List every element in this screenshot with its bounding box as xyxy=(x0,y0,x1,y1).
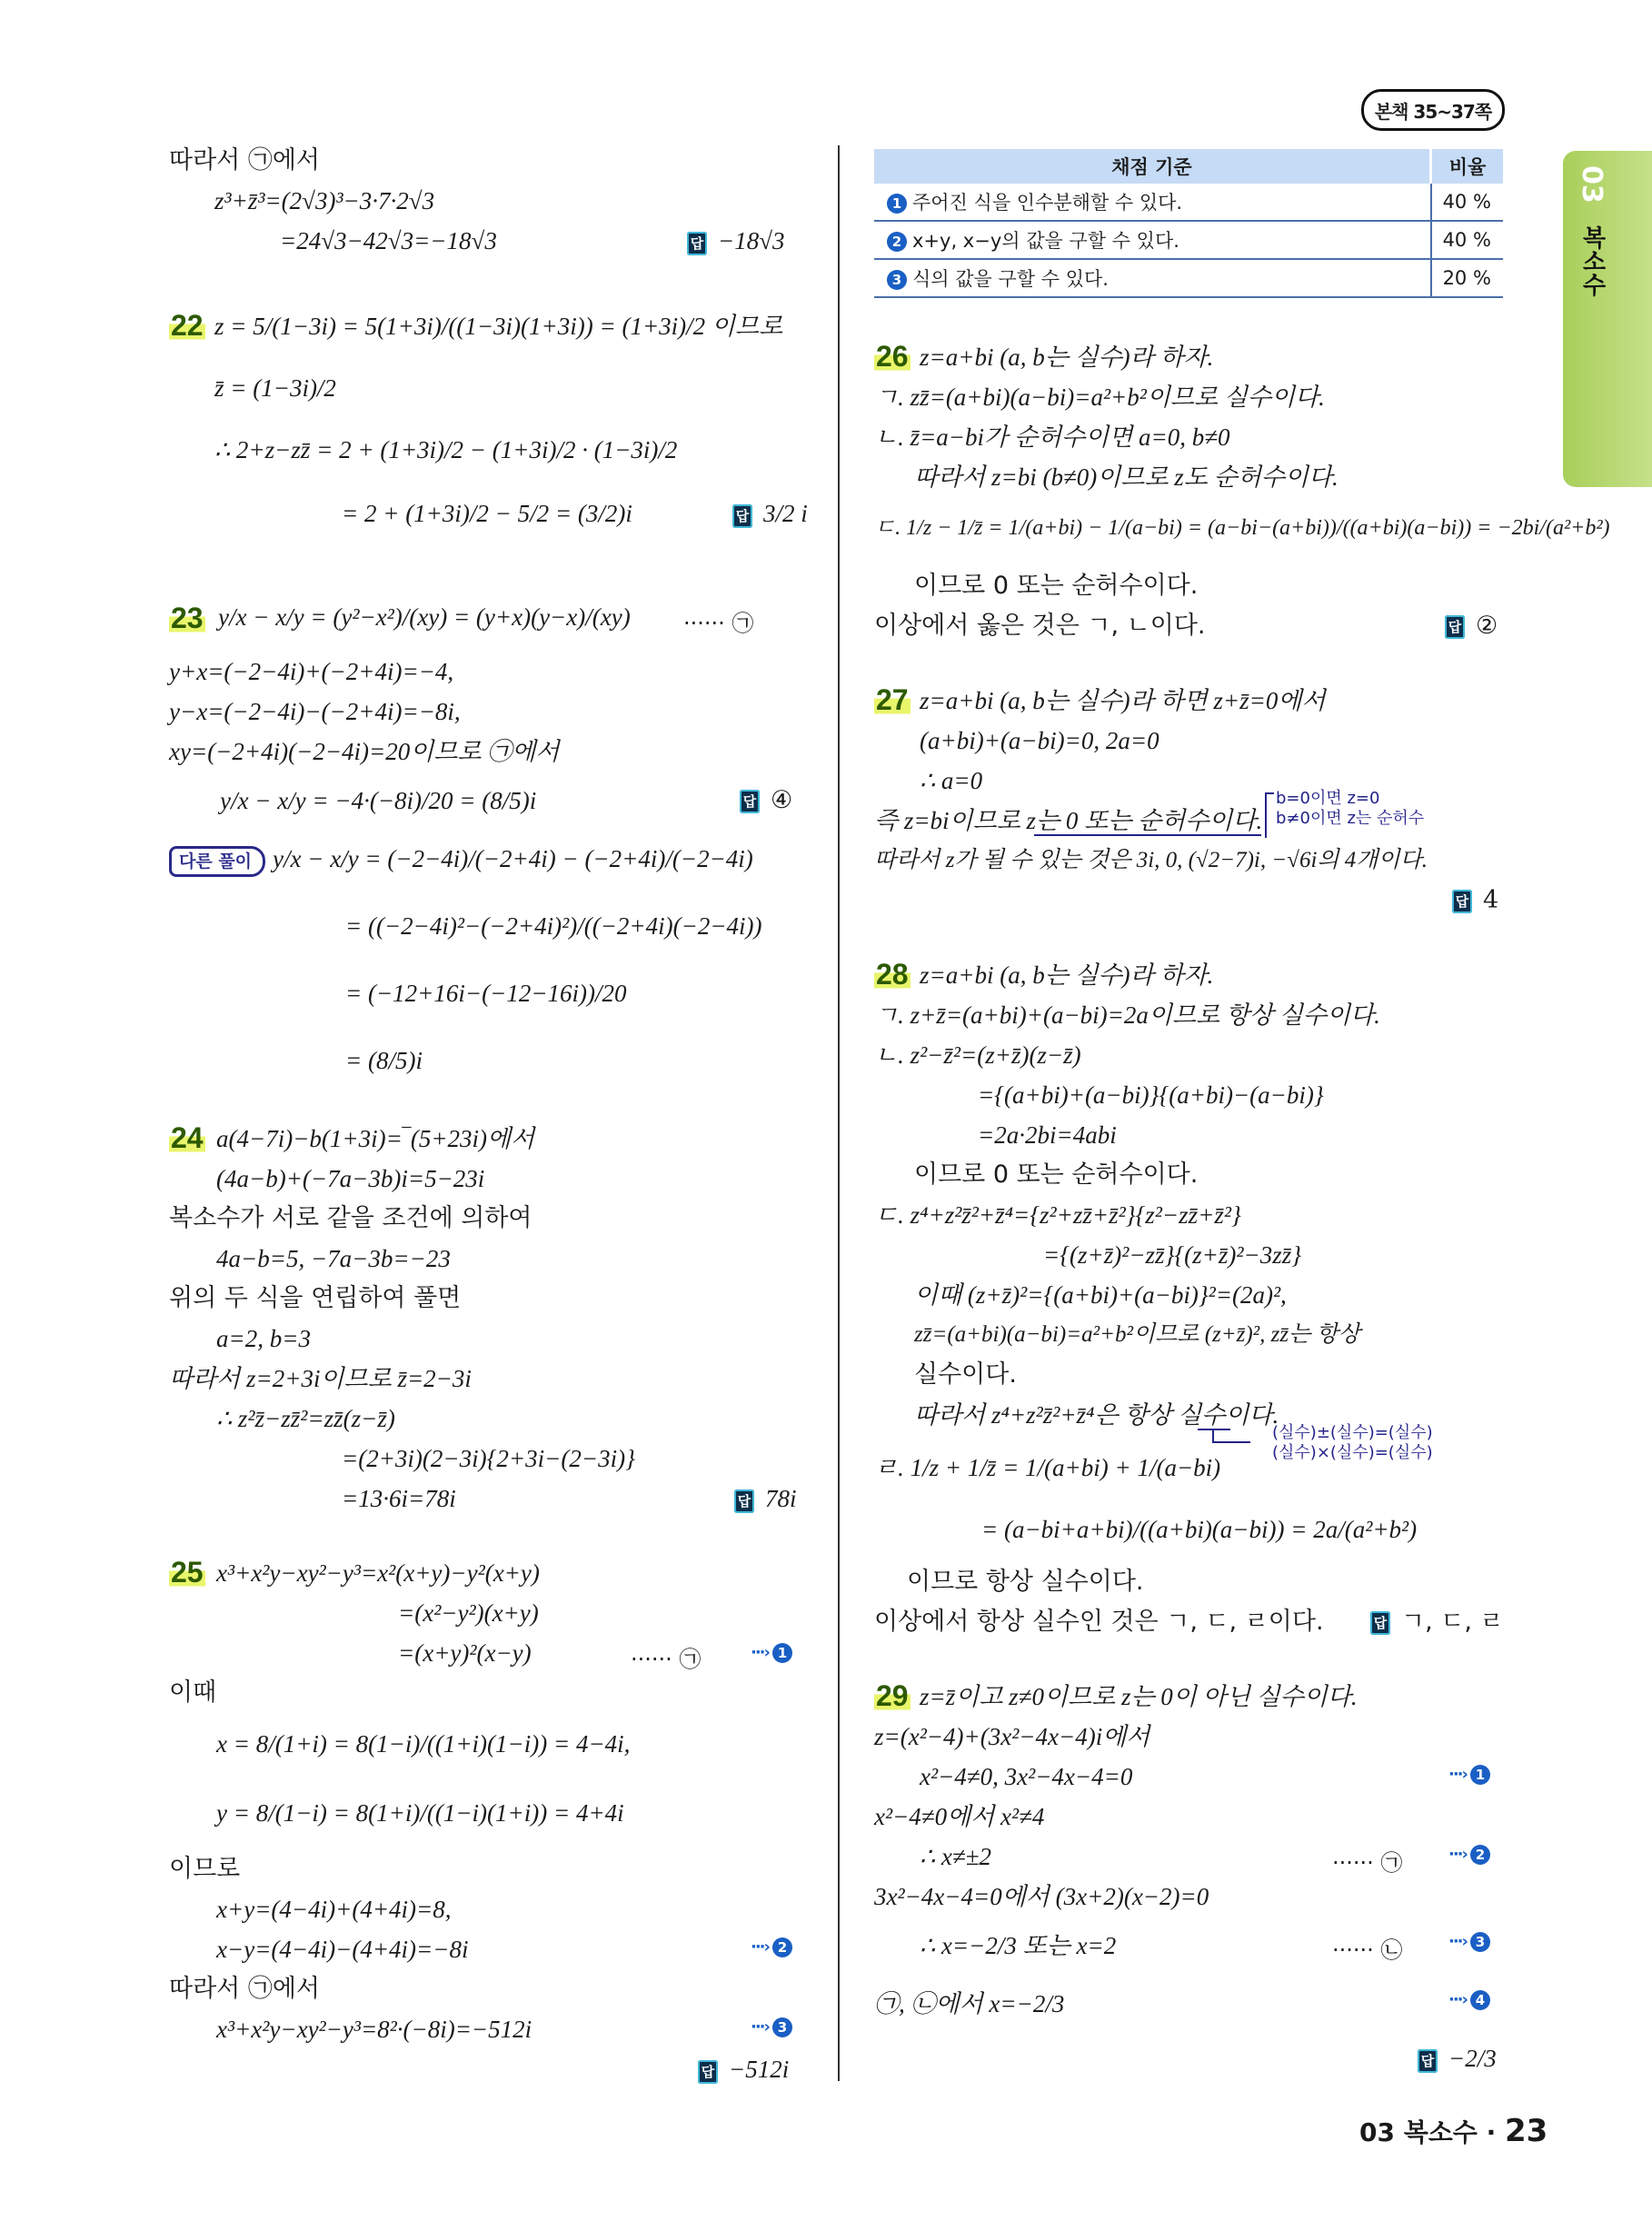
equation-line: 즉 z=bi이므로 z는 0 또는 순허수이다. xyxy=(874,807,1263,834)
arrow-icon: ···› xyxy=(751,2017,769,2037)
equation-line: 따라서 z=2+3i이므로 z̄=2−3i xyxy=(169,1365,472,1392)
problem-number-27: 27 xyxy=(876,683,909,716)
note-line: b=0이면 z=0 xyxy=(1276,789,1380,808)
table-row xyxy=(874,184,1503,221)
side-note xyxy=(1272,1423,1433,1463)
equation-line: ㄱ. z+z̄=(a+bi)+(a−bi)=2a이므로 항상 실수이다. xyxy=(874,1001,1380,1029)
criterion-cell xyxy=(874,184,1431,221)
equation-line: a=2, b=3 xyxy=(216,1325,311,1352)
equation-line: 3x²−4x−4=0에서 (3x+2)(x−2)=0 xyxy=(874,1883,1209,1910)
step-number-icon: 2 xyxy=(1470,1845,1490,1865)
text-line: 위의 두 식을 연립하여 풀면 xyxy=(169,1284,462,1312)
step-ref-3 xyxy=(751,2017,798,2037)
problem-number-23: 23 xyxy=(171,602,204,634)
answer-value: ② xyxy=(1476,612,1498,640)
criterion-text: 식의 값을 구할 수 있다. xyxy=(912,268,1109,290)
equation-line: z=a+bi (a, b는 실수)라 하면 z+z̄=0에서 xyxy=(920,687,1326,714)
equation-line: 따라서 z=bi (b≠0)이므로 z도 순허수이다. xyxy=(914,463,1339,491)
step-number-icon: 2 xyxy=(887,232,907,252)
answer-icon: 답 xyxy=(698,2060,718,2084)
equation-line: x³+x²y−xy²−y³=8²·(−8i)=−512i xyxy=(216,2016,532,2043)
equation-line: = (−12+16i−(−12−16i))/20 xyxy=(345,980,627,1007)
equation-line: ∴ 2+z−zz̄ = 2 + (1+3i)/2 − (1+3i)/2 · (1−3i)/2 xyxy=(214,436,678,463)
grading-criteria-table xyxy=(874,149,1503,298)
equation-line: z=a+bi (a, b는 실수)라 하자. xyxy=(920,344,1214,371)
equation-line: ㄴ. z²−z̄²=(z+z̄)(z−z̄) xyxy=(874,1041,1081,1069)
problem-number-26: 26 xyxy=(876,340,909,373)
equation-line: ㄱ. zz̄=(a+bi)(a−bi)=a²+b²이므로 실수이다. xyxy=(874,383,1325,411)
text-line: 이때 xyxy=(169,1678,217,1707)
chapter-side-tab xyxy=(1563,151,1652,487)
equation-line: ㄴ. z̄=a−bi가 순허수이면 a=0, b≠0 xyxy=(874,423,1230,451)
problem-number-22: 22 xyxy=(171,309,204,342)
equation-line: 이때 (z+z̄)²={(a+bi)+(a−bi)}²=(2a)², xyxy=(914,1281,1287,1309)
answer-value: 3/2 i xyxy=(763,500,808,527)
equation-line: y/x − x/y = −4·(−8i)/20 = (8/5)i xyxy=(220,787,537,814)
answer-box xyxy=(1370,1607,1504,1638)
equation-line: xy=(−2+4i)(−2−4i)=20이므로 ㉠에서 xyxy=(169,738,560,765)
answer-box xyxy=(1418,2043,1497,2074)
answer-box xyxy=(698,2054,789,2085)
equation-line: y−x=(−2−4i)−(−2+4i)=−8i, xyxy=(169,698,461,725)
step-number-icon: 1 xyxy=(887,194,907,214)
step-ref-3 xyxy=(1448,1932,1496,1952)
answer-icon: 답 xyxy=(1418,2049,1438,2073)
equation-line: =24√3−42√3=−18√3 xyxy=(280,227,497,254)
equation-line: =(2+3i)(2−3i){2+3i−(2−3i)} xyxy=(342,1445,635,1472)
criterion-cell xyxy=(874,259,1431,297)
arrow-icon: ···› xyxy=(1448,1932,1467,1951)
step-number-icon: 3 xyxy=(1470,1932,1490,1952)
answer-value: 4 xyxy=(1483,886,1499,914)
equation-line: ㄹ. 1/z + 1/z̄ = 1/(a+bi) + 1/(a−bi) xyxy=(874,1454,1221,1481)
page-number: 23 xyxy=(1505,2113,1548,2149)
equation-line: y = 8/(1−i) = 8(1+i)/((1−i)(1+i)) = 4+4i xyxy=(216,1799,624,1827)
answer-value: ④ xyxy=(771,786,793,814)
equation-line: a(4−7i)−b(1+3i)=‾(5+23i)에서 xyxy=(216,1125,535,1152)
criterion-cell xyxy=(874,221,1431,259)
ratio-cell: 20 % xyxy=(1431,259,1504,297)
equation-line: ∴ z²z̄−zz̄²=zz̄(z−z̄) xyxy=(216,1405,395,1432)
note-connector xyxy=(1212,1429,1250,1443)
equation-line: z=a+bi (a, b는 실수)라 하자. xyxy=(920,961,1214,989)
equation-line: y/x − x/y = (y²−x²)/(xy) = (y+x)(y−x)/(xy) xyxy=(218,603,631,631)
note-bracket xyxy=(1265,792,1274,838)
note-line: (실수)×(실수)=(실수) xyxy=(1272,1443,1433,1462)
equation-line: x+y=(4−4i)+(4+4i)=8, xyxy=(216,1896,452,1923)
answer-box xyxy=(1452,885,1498,916)
step-ref-1 xyxy=(751,1643,798,1663)
emphasis-underline xyxy=(1034,834,1261,836)
answer-value: −512i xyxy=(729,2056,790,2083)
page-footer xyxy=(1359,2113,1548,2149)
step-number-icon: 4 xyxy=(1470,1990,1490,2010)
answer-value: ㄱ, ㄷ, ㄹ xyxy=(1401,1608,1504,1636)
step-number-icon: 3 xyxy=(772,2017,792,2037)
page-reference-badge xyxy=(1361,89,1505,131)
step-number-icon: 1 xyxy=(772,1643,792,1663)
arrow-icon: ···› xyxy=(751,1643,769,1662)
text-line: 이므로 항상 실수이다. xyxy=(907,1568,1144,1596)
equation-line: 4a−b=5, −7a−3b=−23 xyxy=(216,1245,451,1272)
equation-line: = (8/5)i xyxy=(345,1047,423,1074)
equation-line: z³+z̄³=(2√3)³−3·7·2√3 xyxy=(214,187,435,214)
answer-value: −18√3 xyxy=(718,227,785,254)
equation-line: 따라서 z⁴+z²z̄²+z̄⁴은 항상 실수이다. xyxy=(914,1401,1279,1429)
equation-line: ㉠, ㉡에서 x=−2/3 xyxy=(874,1990,1065,2017)
chapter-number: 03 xyxy=(1576,165,1607,204)
equation-line: ㄷ. 1/z − 1/z̄ = 1/(a+bi) − 1/(a−bi) = (a−bi−(a+bi))/((a+bi)(a−bi)) = −2bi/(a²+b²) xyxy=(874,516,1610,540)
equation-line: 따라서 z가 될 수 있는 것은 3i, 0, (√2−7)i, −√6i의 4개이다. xyxy=(874,848,1428,872)
answer-icon: 답 xyxy=(734,1489,754,1513)
problem-number-29: 29 xyxy=(876,1679,909,1712)
equation-line: z=z̄이고 z≠0이므로 z는 0이 아닌 실수이다. xyxy=(920,1683,1358,1710)
chapter-label: 복소수 xyxy=(1578,225,1606,296)
answer-icon: 답 xyxy=(1452,890,1472,913)
footer-separator: · xyxy=(1486,2117,1497,2147)
text-line: 따라서 ㉠에서 xyxy=(169,1975,320,2003)
table-row xyxy=(874,221,1503,259)
problem-number-28: 28 xyxy=(876,958,909,991)
equation-line: = ((−2−4i)²−(−2+4i)²)/((−2+4i)(−2−4i)) xyxy=(345,912,762,940)
table-row xyxy=(874,259,1503,297)
answer-box xyxy=(740,785,792,816)
arrow-icon: ···› xyxy=(1448,1765,1467,1784)
equation-line: zz̄=(a+bi)(a−bi)=a²+b²이므로 (z+z̄)², zz̄는 항상 xyxy=(914,1322,1360,1347)
column-header-ratio: 비율 xyxy=(1431,149,1504,184)
alt-solution-badge: 다른 풀이 xyxy=(169,846,265,877)
answer-box xyxy=(687,225,785,256)
table-header-row xyxy=(874,149,1503,184)
equation-line: ={(z+z̄)²−zz̄}{(z+z̄)²−3zz̄} xyxy=(1043,1241,1302,1269)
page-reference-text: 본책 35~37쪽 xyxy=(1374,100,1492,123)
equation-line: = (a−bi+a+bi)/((a+bi)(a−bi)) = 2a/(a²+b²) xyxy=(981,1516,1418,1543)
equation-line: =(x²−y²)(x+y) xyxy=(398,1599,539,1627)
note-line: (실수)±(실수)=(실수) xyxy=(1272,1423,1433,1442)
equation-line: =2a·2bi=4abi xyxy=(978,1121,1117,1149)
ratio-cell: 40 % xyxy=(1431,221,1504,259)
equation-line: z̄ = (1−3i)/2 xyxy=(214,374,336,402)
marker-giyeok: ······ ㉠ xyxy=(1332,1850,1403,1876)
problem-number-24: 24 xyxy=(171,1121,204,1154)
equation-line: = 2 + (1+3i)/2 − 5/2 = (3/2)i xyxy=(342,500,632,527)
equation-line: x²−4≠0에서 x²≠4 xyxy=(874,1803,1045,1830)
equation-line: ={(a+bi)+(a−bi)}{(a+bi)−(a−bi)} xyxy=(978,1081,1324,1109)
equation-line: ∴ x=−2/3 또는 x=2 xyxy=(920,1932,1117,1959)
text-line: 이상에서 항상 실수인 것은 ㄱ, ㄷ, ㄹ이다. xyxy=(874,1608,1324,1636)
marker-nieun: ······ ㉡ xyxy=(1332,1937,1403,1963)
step-ref-2 xyxy=(751,1937,798,1957)
step-ref-1 xyxy=(1448,1765,1496,1785)
text-line: 이므로 0 또는 순허수이다. xyxy=(914,1160,1199,1189)
arrow-icon: ···› xyxy=(751,1937,769,1957)
equation-line: y/x − x/y = (−2−4i)/(−2+4i) − (−2+4i)/(−2−4i) xyxy=(273,845,753,872)
arrow-icon: ···› xyxy=(1448,1990,1467,2009)
equation-line: (a+bi)+(a−bi)=0, 2a=0 xyxy=(920,727,1159,754)
equation-line: z=(x²−4)+(3x²−4x−4)i에서 xyxy=(874,1723,1150,1750)
equation-line: x²−4≠0, 3x²−4x−4=0 xyxy=(920,1763,1133,1790)
answer-box xyxy=(734,1483,797,1514)
equation-line: (4a−b)+(−7a−3b)i=5−23i xyxy=(216,1165,485,1192)
text-line: 실수이다. xyxy=(914,1360,1017,1389)
criterion-text: 주어진 식을 인수분해할 수 있다. xyxy=(912,192,1183,214)
text-line: 이상에서 옳은 것은 ㄱ, ㄴ이다. xyxy=(874,612,1206,640)
arrow-icon: ···› xyxy=(1448,1845,1467,1864)
marker-giyeok: ······ ㉠ xyxy=(631,1647,702,1672)
equation-line: =13·6i=78i xyxy=(342,1485,456,1512)
step-number-icon: 1 xyxy=(1470,1765,1490,1785)
continuation-lead: 따라서 ㉠에서 xyxy=(169,146,320,174)
criterion-text: x+y, x−y의 값을 구할 수 있다. xyxy=(912,230,1179,252)
answer-box xyxy=(732,498,808,529)
note-line: b≠0이면 z는 순허수 xyxy=(1276,809,1425,828)
equation-line: ∴ a=0 xyxy=(920,767,983,794)
step-number-icon: 2 xyxy=(772,1937,792,1957)
equation-line: y+x=(−2−4i)+(−2+4i)=−4, xyxy=(169,658,454,685)
text-line: 이므로 xyxy=(169,1855,241,1883)
equation-line: ㄷ. z⁴+z²z̄²+z̄⁴={z²+zz̄+z̄²}{z²−zz̄+z̄²} xyxy=(874,1201,1241,1229)
step-ref-2 xyxy=(1448,1845,1496,1865)
text-line: 복소수가 서로 같을 조건에 의하여 xyxy=(169,1204,532,1232)
problem-number-25: 25 xyxy=(171,1556,204,1589)
answer-icon: 답 xyxy=(1445,615,1465,639)
side-note xyxy=(1276,789,1424,829)
equation-line: z = 5/(1−3i) = 5(1+3i)/((1−3i)(1+3i)) = (1+3i)/2 이므로 xyxy=(214,313,783,340)
step-number-icon: 3 xyxy=(887,270,907,290)
answer-icon: 답 xyxy=(687,232,707,255)
answer-value: 78i xyxy=(765,1485,797,1512)
column-divider xyxy=(838,145,840,2081)
footer-chapter: 03 복소수 xyxy=(1359,2117,1478,2147)
answer-icon: 답 xyxy=(732,504,752,528)
equation-line: ∴ x≠±2 xyxy=(920,1843,992,1870)
answer-value: −2/3 xyxy=(1448,2045,1497,2072)
answer-icon: 답 xyxy=(740,790,760,813)
ratio-cell: 40 % xyxy=(1431,184,1504,221)
marker-giyeok: ······ ㉠ xyxy=(683,611,754,636)
equation-line: =(x+y)²(x−y) xyxy=(398,1639,532,1667)
column-header-criterion: 채점 기준 xyxy=(874,149,1431,184)
equation-line: x−y=(4−4i)−(4+4i)=−8i xyxy=(216,1936,469,1963)
text-line: 이므로 0 또는 순허수이다. xyxy=(914,572,1199,600)
equation-line: x³+x²y−xy²−y³=x²(x+y)−y²(x+y) xyxy=(216,1559,540,1587)
answer-box xyxy=(1445,611,1498,642)
equation-line: x = 8/(1+i) = 8(1−i)/((1+i)(1−i)) = 4−4i, xyxy=(216,1730,631,1758)
step-ref-4 xyxy=(1448,1990,1496,2010)
answer-icon: 답 xyxy=(1370,1611,1390,1635)
